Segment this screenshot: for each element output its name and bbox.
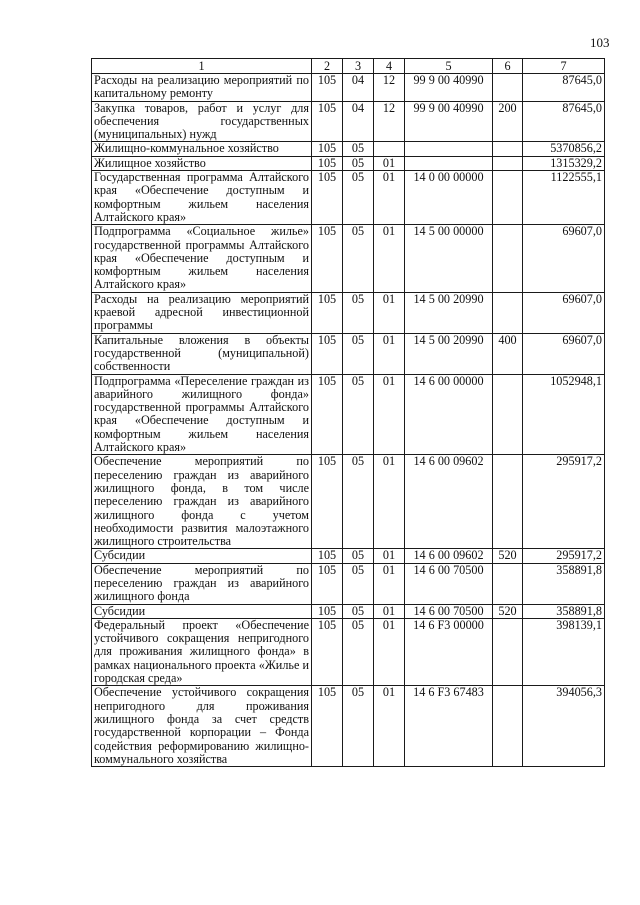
section-code-cell: 105	[312, 101, 343, 142]
expense-type-cell	[493, 618, 523, 685]
section-code-cell: 105	[312, 292, 343, 333]
amount-cell: 358891,8	[523, 604, 605, 618]
target-article-cell: 14 6 F3 67483	[405, 686, 493, 767]
row-name-cell: Закупка товаров, работ и услуг для обеспечения государственных (муниципальных) нужд	[92, 101, 312, 142]
table-row	[92, 604, 605, 618]
section-code-cell: 105	[312, 604, 343, 618]
table-row	[92, 618, 605, 685]
amount-cell: 1122555,1	[523, 171, 605, 225]
table-body	[92, 74, 605, 767]
subsection-code-cell: 05	[343, 225, 374, 292]
column-header-7: 7	[523, 59, 605, 74]
row-name-cell: Жилищно-коммунальное хозяйство	[92, 142, 312, 156]
section-code-cell: 105	[312, 618, 343, 685]
amount-cell: 358891,8	[523, 563, 605, 604]
table-row	[92, 101, 605, 142]
subsubsection-code-cell: 01	[374, 333, 405, 374]
subsubsection-code-cell: 12	[374, 101, 405, 142]
subsubsection-code-cell: 01	[374, 563, 405, 604]
section-code-cell: 105	[312, 455, 343, 549]
subsection-code-cell: 05	[343, 156, 374, 170]
section-code-cell: 105	[312, 563, 343, 604]
subsubsection-code-cell	[374, 142, 405, 156]
subsection-code-cell: 05	[343, 549, 374, 563]
subsection-code-cell: 05	[343, 292, 374, 333]
table-row	[92, 549, 605, 563]
subsubsection-code-cell: 01	[374, 374, 405, 455]
row-name-cell: Федеральный проект «Обеспечение устойчивого сокращения непригодного для проживания жилищного фонда» в рамках национального проекта «Жилье и городская среда»	[92, 618, 312, 685]
row-name-cell: Расходы на реализацию мероприятий по капитальному ремонту	[92, 74, 312, 102]
target-article-cell	[405, 156, 493, 170]
target-article-cell: 14 0 00 00000	[405, 171, 493, 225]
target-article-cell: 14 6 00 70500	[405, 563, 493, 604]
row-name-cell: Субсидии	[92, 549, 312, 563]
section-code-cell: 105	[312, 333, 343, 374]
row-name-cell: Расходы на реализацию мероприятий краевой адресной инвестиционной программы	[92, 292, 312, 333]
amount-cell: 394056,3	[523, 686, 605, 767]
expense-type-cell: 200	[493, 101, 523, 142]
subsubsection-code-cell: 01	[374, 686, 405, 767]
subsection-code-cell: 05	[343, 171, 374, 225]
section-code-cell: 105	[312, 374, 343, 455]
subsection-code-cell: 05	[343, 142, 374, 156]
row-name-cell: Капитальные вложения в объекты государственной (муниципальной) собственности	[92, 333, 312, 374]
row-name-cell: Государственная программа Алтайского края «Обеспечение доступным и комфортным жильем населения Алтайского края»	[92, 171, 312, 225]
column-header-5: 5	[405, 59, 493, 74]
subsubsection-code-cell: 01	[374, 549, 405, 563]
row-name-cell: Подпрограмма «Переселение граждан из аварийного жилищного фонда» государственной программы Алтайского края «Обеспечение доступным и комфортным жильем населения Алтайского края»	[92, 374, 312, 455]
subsubsection-code-cell: 01	[374, 156, 405, 170]
column-header-6: 6	[493, 59, 523, 74]
column-header-3: 3	[343, 59, 374, 74]
subsection-code-cell: 04	[343, 101, 374, 142]
table-row	[92, 686, 605, 767]
subsection-code-cell: 05	[343, 604, 374, 618]
expense-type-cell	[493, 455, 523, 549]
expense-type-cell	[493, 74, 523, 102]
row-name-cell: Обеспечение устойчивого сокращения непригодного для проживания жилищного фонда за счет средств государственной корпорации – Фонда содействия реформированию жилищно-коммунального хозяйства	[92, 686, 312, 767]
target-article-cell: 14 6 00 00000	[405, 374, 493, 455]
column-header-4: 4	[374, 59, 405, 74]
subsection-code-cell: 05	[343, 455, 374, 549]
amount-cell: 398139,1	[523, 618, 605, 685]
amount-cell: 295917,2	[523, 549, 605, 563]
target-article-cell: 99 9 00 40990	[405, 74, 493, 102]
target-article-cell: 14 5 00 20990	[405, 292, 493, 333]
table-row	[92, 156, 605, 170]
target-article-cell: 14 6 00 09602	[405, 549, 493, 563]
table-row	[92, 74, 605, 102]
expense-type-cell	[493, 563, 523, 604]
expense-type-cell	[493, 142, 523, 156]
table-row	[92, 333, 605, 374]
subsubsection-code-cell: 12	[374, 74, 405, 102]
section-code-cell: 105	[312, 686, 343, 767]
subsubsection-code-cell: 01	[374, 618, 405, 685]
expense-type-cell: 400	[493, 333, 523, 374]
subsection-code-cell: 05	[343, 618, 374, 685]
amount-cell: 5370856,2	[523, 142, 605, 156]
expense-type-cell	[493, 171, 523, 225]
expense-type-cell: 520	[493, 604, 523, 618]
subsubsection-code-cell: 01	[374, 171, 405, 225]
subsubsection-code-cell: 01	[374, 292, 405, 333]
section-code-cell: 105	[312, 549, 343, 563]
expense-type-cell	[493, 686, 523, 767]
section-code-cell: 105	[312, 171, 343, 225]
table-row	[92, 292, 605, 333]
subsection-code-cell: 04	[343, 74, 374, 102]
budget-table	[91, 58, 605, 767]
subsubsection-code-cell: 01	[374, 604, 405, 618]
expense-type-cell	[493, 156, 523, 170]
section-code-cell: 105	[312, 142, 343, 156]
target-article-cell	[405, 142, 493, 156]
subsection-code-cell: 05	[343, 333, 374, 374]
amount-cell: 87645,0	[523, 74, 605, 102]
amount-cell: 295917,2	[523, 455, 605, 549]
expense-type-cell: 520	[493, 549, 523, 563]
subsubsection-code-cell: 01	[374, 225, 405, 292]
expense-type-cell	[493, 374, 523, 455]
amount-cell: 1315329,2	[523, 156, 605, 170]
row-name-cell: Подпрограмма «Социальное жилье» государственной программы Алтайского края «Обеспечение доступным и комфортным жильем населения Алтайского края»	[92, 225, 312, 292]
section-code-cell: 105	[312, 156, 343, 170]
target-article-cell: 99 9 00 40990	[405, 101, 493, 142]
target-article-cell: 14 6 F3 00000	[405, 618, 493, 685]
amount-cell: 69607,0	[523, 292, 605, 333]
column-header-2: 2	[312, 59, 343, 74]
column-header-1: 1	[92, 59, 312, 74]
page-number: 103	[590, 35, 610, 50]
subsection-code-cell: 05	[343, 374, 374, 455]
table-row	[92, 142, 605, 156]
section-code-cell: 105	[312, 225, 343, 292]
table-row	[92, 225, 605, 292]
subsection-code-cell: 05	[343, 686, 374, 767]
table-row	[92, 171, 605, 225]
amount-cell: 69607,0	[523, 225, 605, 292]
table-row	[92, 455, 605, 549]
header-row	[92, 59, 605, 74]
amount-cell: 69607,0	[523, 333, 605, 374]
section-code-cell: 105	[312, 74, 343, 102]
expense-type-cell	[493, 292, 523, 333]
target-article-cell: 14 5 00 00000	[405, 225, 493, 292]
target-article-cell: 14 5 00 20990	[405, 333, 493, 374]
subsubsection-code-cell: 01	[374, 455, 405, 549]
row-name-cell: Жилищное хозяйство	[92, 156, 312, 170]
table-row	[92, 374, 605, 455]
row-name-cell: Обеспечение мероприятий по переселению граждан из аварийного жилищного фонда	[92, 563, 312, 604]
row-name-cell: Обеспечение мероприятий по переселению граждан из аварийного жилищного фонда, в том числе переселению граждан из аварийного жилищного фонда с учетом необходимости развития малоэтажного жилищного строительства	[92, 455, 312, 549]
row-name-cell: Субсидии	[92, 604, 312, 618]
subsection-code-cell: 05	[343, 563, 374, 604]
table-row	[92, 563, 605, 604]
target-article-cell: 14 6 00 09602	[405, 455, 493, 549]
amount-cell: 87645,0	[523, 101, 605, 142]
target-article-cell: 14 6 00 70500	[405, 604, 493, 618]
amount-cell: 1052948,1	[523, 374, 605, 455]
expense-type-cell	[493, 225, 523, 292]
